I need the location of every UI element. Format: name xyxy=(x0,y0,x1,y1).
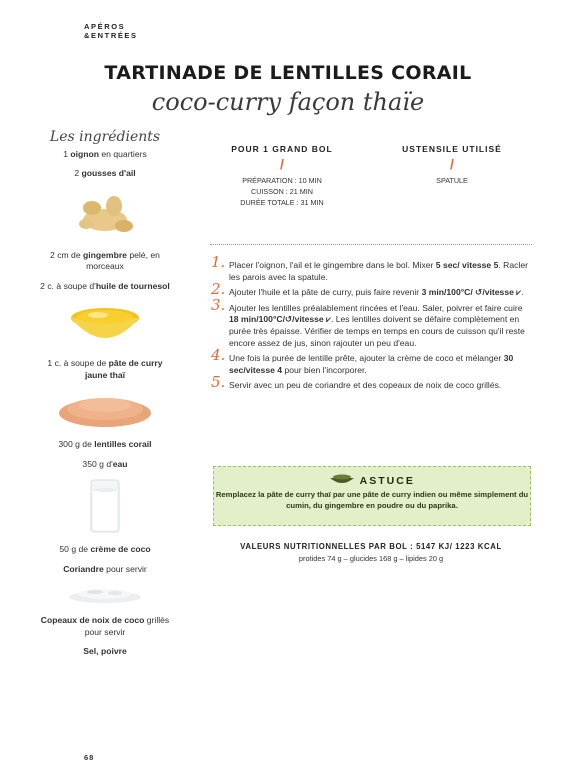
tool-name: SPATULE xyxy=(436,176,468,185)
ingredient-item: 2 gousses d'ail xyxy=(74,168,136,178)
tool-info xyxy=(392,144,512,186)
tool-title: USTENSILE UTILISÉ xyxy=(402,144,502,154)
ingredients-heading: Les ingrédients xyxy=(49,129,161,145)
portion-title: POUR 1 GRAND BOL xyxy=(231,144,333,154)
dotted-separator xyxy=(210,244,532,245)
ingredient-item: Coriandre pour servir xyxy=(63,563,147,574)
ginger-image xyxy=(70,188,140,240)
step-number: 2. xyxy=(211,280,226,299)
tip-title: ASTUCE xyxy=(214,473,530,487)
accent-slash-icon: / xyxy=(280,156,284,172)
ingredient-item: 2 cm de gingembre pelé, en morceaux xyxy=(50,249,160,271)
ingredient-item: 2 c. à soupe d'huile de tournesol xyxy=(40,280,170,291)
recipe-steps xyxy=(210,253,530,396)
ingredient-item: Sel, poivre xyxy=(83,646,127,656)
ingredient-item: 350 g d'eau xyxy=(82,458,128,469)
ingredient-item: 50 g de crème de coco xyxy=(59,544,151,554)
coconut-flakes-image xyxy=(65,583,145,605)
step-item: 4. Une fois la purée de lentille prête, ajouter la crème de coco et mélanger 30 sec/vitesse 4 pour bien l'incorporer. xyxy=(211,346,514,375)
ingredient-item: Copeaux de noix de coco grillés pour servir xyxy=(40,615,170,637)
cook-time: CUISSON : 21 MIN xyxy=(251,187,313,196)
lentil-bowl-icon xyxy=(329,473,355,485)
nutrition-info xyxy=(210,542,532,563)
nutrition-title: VALEURS NUTRITIONNELLES PAR BOL : 5147 KJ/ 1223 KCAL xyxy=(240,542,502,551)
step-item: 2. Ajouter l'huile et la pâte de curry, puis faire revenir 3 min/100°C/ ↺/vitesse ⩗. xyxy=(211,280,524,299)
recipe-title: TARTINADE DE LENTILLES CORAIL xyxy=(104,62,472,84)
step-item: 3. Ajouter les lentilles préalablement rincées et l'eau. Saler, poivrer et faire cuire 18 min/100°C/↺/vitesse ⩗. Les lentilles doivent se défaire complètement en purée très épaisse. Vérifier de temps en temps en cours de cuisson qu'il reste encore assez de jus, sinon rajouter un peu d'eau. xyxy=(211,295,525,348)
step-item: 5. Servir avec un peu de coriandre et des copeaux de noix de coco grillés. xyxy=(211,373,502,392)
ingredient-item: 300 g de lentilles corail xyxy=(58,439,152,449)
accent-slash-icon: / xyxy=(450,156,454,172)
total-time: DURÉE TOTALE : 31 MIN xyxy=(240,198,324,207)
nutrition-details: protides 74 g – glucides 168 g – lipides 20 g xyxy=(298,554,444,563)
step-number: 1. xyxy=(211,253,226,271)
category-label: APÉROS &ENTRÉES xyxy=(84,22,138,40)
lentils-pile-image xyxy=(55,389,155,429)
tip-box xyxy=(213,466,531,526)
ingredient-item: 1 c. à soupe de pâte de curry jaune thaï xyxy=(47,358,163,380)
prep-time: PRÉPARATION : 10 MIN xyxy=(242,176,322,185)
step-item: 1. Placer l'oignon, l'ail et le gingembre dans le bol. Mixer 5 sec/ vitesse 5. Racler les parois avec la spatule. xyxy=(211,253,528,282)
curry-paste-bowl-image xyxy=(66,300,144,348)
step-number: 4. xyxy=(211,346,226,365)
ingredients-column xyxy=(40,129,170,666)
step-number: 5. xyxy=(211,373,226,392)
glass-of-water-image xyxy=(85,478,125,534)
ingredient-item: 1 oignon en quartiers xyxy=(63,148,147,159)
recipe-subtitle: coco-curry façon thaïe xyxy=(151,88,425,116)
portion-info xyxy=(222,144,342,208)
tip-text: Remplacez la pâte de curry thaï par une pâte de curry indien ou même simplement du cumin, du gingembre en poudre ou du paprika. xyxy=(215,490,529,510)
step-number: 3. xyxy=(211,295,226,314)
page-number: 68 xyxy=(84,753,95,762)
